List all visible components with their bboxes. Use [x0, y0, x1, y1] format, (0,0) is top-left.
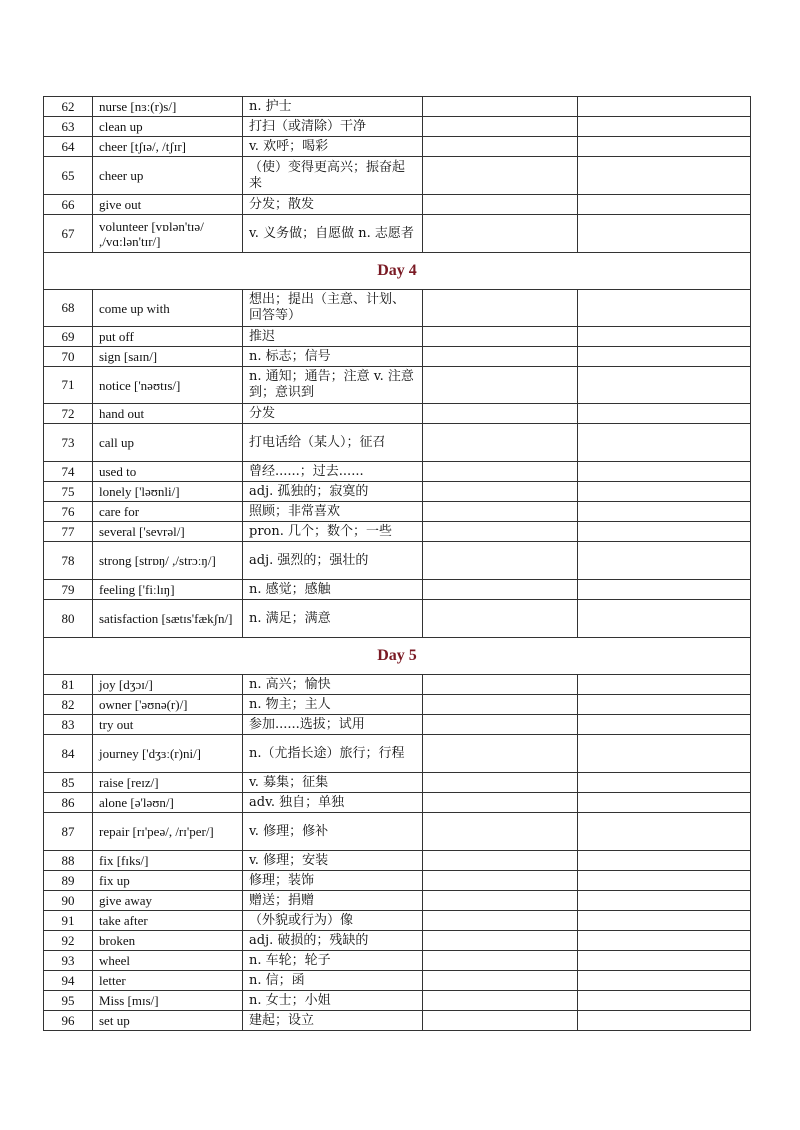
- entry-number: 88: [44, 851, 93, 871]
- entry-word: sign [saɪn/]: [93, 347, 243, 367]
- entry-word: volunteer [vɒlən'tɪə/ ,/vɑ:lən'tɪr/]: [93, 215, 243, 253]
- entry-number: 70: [44, 347, 93, 367]
- entry-meaning: v. 义务做；自愿做 n. 志愿者: [243, 215, 423, 253]
- vocabulary-table-body: [44, 97, 751, 1031]
- entry-word: letter: [93, 971, 243, 991]
- entry-word: take after: [93, 911, 243, 931]
- blank-cell: [423, 695, 578, 715]
- entry-number: 69: [44, 327, 93, 347]
- entry-number: 73: [44, 424, 93, 462]
- entry-meaning: n. 车轮；轮子: [243, 951, 423, 971]
- blank-cell: [423, 951, 578, 971]
- blank-cell: [423, 290, 578, 327]
- entry-word: hand out: [93, 404, 243, 424]
- entry-word: owner ['əʊnə(r)/]: [93, 695, 243, 715]
- entry-meaning: 修理；装饰: [243, 871, 423, 891]
- blank-cell: [423, 482, 578, 502]
- entry-word: fix [fɪks/]: [93, 851, 243, 871]
- entry-meaning: n. 女士；小姐: [243, 991, 423, 1011]
- blank-cell: [423, 367, 578, 404]
- blank-cell: [578, 462, 751, 482]
- entry-word: alone [ə'ləʊn/]: [93, 793, 243, 813]
- entry-meaning: n. 护士: [243, 97, 423, 117]
- entry-word: cheer [tʃɪə/, /tʃɪr]: [93, 137, 243, 157]
- blank-cell: [578, 871, 751, 891]
- table-row: [44, 793, 751, 813]
- blank-cell: [423, 522, 578, 542]
- blank-cell: [423, 404, 578, 424]
- entry-word: used to: [93, 462, 243, 482]
- blank-cell: [423, 851, 578, 871]
- table-row: [44, 891, 751, 911]
- blank-cell: [578, 715, 751, 735]
- blank-cell: [423, 157, 578, 195]
- vocabulary-sheet: [43, 96, 750, 1031]
- entry-word: call up: [93, 424, 243, 462]
- entry-number: 71: [44, 367, 93, 404]
- entry-word: broken: [93, 931, 243, 951]
- blank-cell: [423, 117, 578, 137]
- blank-cell: [578, 117, 751, 137]
- table-row: [44, 367, 751, 404]
- blank-cell: [578, 951, 751, 971]
- entry-word: give away: [93, 891, 243, 911]
- blank-cell: [423, 580, 578, 600]
- table-row: [44, 347, 751, 367]
- entry-number: 82: [44, 695, 93, 715]
- blank-cell: [578, 327, 751, 347]
- blank-cell: [578, 347, 751, 367]
- entry-word: fix up: [93, 871, 243, 891]
- blank-cell: [578, 502, 751, 522]
- entry-number: 75: [44, 482, 93, 502]
- blank-cell: [423, 991, 578, 1011]
- table-row: [44, 97, 751, 117]
- blank-cell: [578, 542, 751, 580]
- entry-word: several ['sevrəl/]: [93, 522, 243, 542]
- blank-cell: [578, 290, 751, 327]
- entry-number: 92: [44, 931, 93, 951]
- table-row: [44, 195, 751, 215]
- entry-meaning: 打电话给（某人）；征召: [243, 424, 423, 462]
- entry-number: 72: [44, 404, 93, 424]
- table-row: [44, 157, 751, 195]
- blank-cell: [578, 424, 751, 462]
- blank-cell: [423, 97, 578, 117]
- blank-cell: [423, 462, 578, 482]
- entry-word: joy [dʒɔɪ/]: [93, 675, 243, 695]
- blank-cell: [423, 215, 578, 253]
- blank-cell: [578, 931, 751, 951]
- blank-cell: [423, 773, 578, 793]
- entry-meaning: n. 满足；满意: [243, 600, 423, 638]
- blank-cell: [578, 97, 751, 117]
- entry-number: 91: [44, 911, 93, 931]
- entry-meaning: 打扫（或清除）干净: [243, 117, 423, 137]
- entry-word: nurse [nɜː(r)s/]: [93, 97, 243, 117]
- blank-cell: [578, 851, 751, 871]
- entry-meaning: v. 欢呼；喝彩: [243, 137, 423, 157]
- table-row: [44, 971, 751, 991]
- table-row: [44, 215, 751, 253]
- blank-cell: [423, 675, 578, 695]
- table-row: [44, 290, 751, 327]
- table-row: [44, 931, 751, 951]
- table-row: [44, 502, 751, 522]
- entry-number: 84: [44, 735, 93, 773]
- blank-cell: [578, 991, 751, 1011]
- table-row: [44, 1011, 751, 1031]
- entry-meaning: v. 修理；修补: [243, 813, 423, 851]
- table-row: [44, 482, 751, 502]
- blank-cell: [578, 813, 751, 851]
- entry-number: 67: [44, 215, 93, 253]
- entry-meaning: adj. 孤独的；寂寞的: [243, 482, 423, 502]
- entry-number: 74: [44, 462, 93, 482]
- blank-cell: [578, 911, 751, 931]
- blank-cell: [578, 793, 751, 813]
- entry-number: 66: [44, 195, 93, 215]
- blank-cell: [423, 137, 578, 157]
- blank-cell: [578, 773, 751, 793]
- entry-meaning: adj. 破损的；残缺的: [243, 931, 423, 951]
- blank-cell: [423, 891, 578, 911]
- entry-word: wheel: [93, 951, 243, 971]
- blank-cell: [423, 1011, 578, 1031]
- entry-meaning: n. 物主；主人: [243, 695, 423, 715]
- entry-number: 89: [44, 871, 93, 891]
- day-heading: Day 5: [44, 638, 751, 675]
- entry-word: Miss [mɪs/]: [93, 991, 243, 1011]
- blank-cell: [578, 195, 751, 215]
- blank-cell: [578, 522, 751, 542]
- entry-word: try out: [93, 715, 243, 735]
- entry-number: 77: [44, 522, 93, 542]
- blank-cell: [578, 1011, 751, 1031]
- blank-cell: [578, 971, 751, 991]
- table-row: [44, 600, 751, 638]
- blank-cell: [578, 600, 751, 638]
- entry-number: 76: [44, 502, 93, 522]
- entry-meaning: 照顾；非常喜欢: [243, 502, 423, 522]
- blank-cell: [578, 157, 751, 195]
- entry-number: 86: [44, 793, 93, 813]
- entry-number: 78: [44, 542, 93, 580]
- blank-cell: [423, 911, 578, 931]
- day-header-row: [44, 638, 751, 675]
- entry-meaning: n. 高兴；愉快: [243, 675, 423, 695]
- entry-number: 80: [44, 600, 93, 638]
- table-row: [44, 675, 751, 695]
- table-row: [44, 695, 751, 715]
- blank-cell: [578, 735, 751, 773]
- entry-number: 93: [44, 951, 93, 971]
- entry-meaning: （外貌或行为）像: [243, 911, 423, 931]
- entry-meaning: 分发: [243, 404, 423, 424]
- table-row: [44, 137, 751, 157]
- entry-word: set up: [93, 1011, 243, 1031]
- table-row: [44, 404, 751, 424]
- entry-meaning: n. 标志；信号: [243, 347, 423, 367]
- table-row: [44, 735, 751, 773]
- entry-number: 81: [44, 675, 93, 695]
- blank-cell: [423, 327, 578, 347]
- day-header-row: [44, 253, 751, 290]
- entry-word: repair [rɪ'peə/, /rɪ'per/]: [93, 813, 243, 851]
- table-row: [44, 871, 751, 891]
- vocabulary-table: [43, 96, 751, 1031]
- entry-word: clean up: [93, 117, 243, 137]
- blank-cell: [423, 971, 578, 991]
- entry-meaning: 建起；设立: [243, 1011, 423, 1031]
- blank-cell: [578, 482, 751, 502]
- blank-cell: [423, 195, 578, 215]
- entry-word: put off: [93, 327, 243, 347]
- entry-number: 63: [44, 117, 93, 137]
- entry-meaning: v. 修理；安装: [243, 851, 423, 871]
- table-row: [44, 813, 751, 851]
- blank-cell: [578, 695, 751, 715]
- table-row: [44, 522, 751, 542]
- blank-cell: [578, 137, 751, 157]
- blank-cell: [578, 367, 751, 404]
- entry-word: raise [reɪz/]: [93, 773, 243, 793]
- entry-number: 90: [44, 891, 93, 911]
- blank-cell: [423, 931, 578, 951]
- entry-number: 79: [44, 580, 93, 600]
- blank-cell: [423, 871, 578, 891]
- entry-meaning: n. 通知；通告；注意 v. 注意到；意识到: [243, 367, 423, 404]
- table-row: [44, 773, 751, 793]
- entry-meaning: adv. 独自；单独: [243, 793, 423, 813]
- blank-cell: [423, 793, 578, 813]
- table-row: [44, 327, 751, 347]
- entry-word: lonely ['ləʊnli/]: [93, 482, 243, 502]
- entry-number: 83: [44, 715, 93, 735]
- blank-cell: [423, 347, 578, 367]
- entry-number: 65: [44, 157, 93, 195]
- blank-cell: [423, 735, 578, 773]
- entry-number: 62: [44, 97, 93, 117]
- entry-meaning: 赠送；捐赠: [243, 891, 423, 911]
- entry-number: 96: [44, 1011, 93, 1031]
- blank-cell: [578, 580, 751, 600]
- entry-meaning: pron. 几个；数个；一些: [243, 522, 423, 542]
- entry-meaning: 分发；散发: [243, 195, 423, 215]
- entry-meaning: 参加......选拔；试用: [243, 715, 423, 735]
- blank-cell: [423, 600, 578, 638]
- table-row: [44, 951, 751, 971]
- table-row: [44, 580, 751, 600]
- entry-word: come up with: [93, 290, 243, 327]
- entry-number: 87: [44, 813, 93, 851]
- day-heading: Day 4: [44, 253, 751, 290]
- blank-cell: [578, 675, 751, 695]
- entry-word: satisfaction [sætɪs'fækʃn/]: [93, 600, 243, 638]
- entry-meaning: n. 感觉；感触: [243, 580, 423, 600]
- blank-cell: [423, 542, 578, 580]
- entry-meaning: 想出；提出（主意、计划、回答等）: [243, 290, 423, 327]
- entry-word: feeling ['fiːlɪŋ]: [93, 580, 243, 600]
- blank-cell: [423, 715, 578, 735]
- entry-meaning: adj. 强烈的；强壮的: [243, 542, 423, 580]
- table-row: [44, 851, 751, 871]
- entry-number: 64: [44, 137, 93, 157]
- blank-cell: [423, 424, 578, 462]
- table-row: [44, 462, 751, 482]
- entry-number: 85: [44, 773, 93, 793]
- entry-meaning: 推迟: [243, 327, 423, 347]
- table-row: [44, 117, 751, 137]
- entry-meaning: （使）变得更高兴；振奋起来: [243, 157, 423, 195]
- blank-cell: [578, 891, 751, 911]
- entry-word: cheer up: [93, 157, 243, 195]
- entry-meaning: n. 信；函: [243, 971, 423, 991]
- table-row: [44, 424, 751, 462]
- blank-cell: [578, 404, 751, 424]
- entry-word: strong [strɒŋ/ ,/strɔːŋ/]: [93, 542, 243, 580]
- entry-word: care for: [93, 502, 243, 522]
- blank-cell: [423, 502, 578, 522]
- entry-word: notice ['nəʊtɪs/]: [93, 367, 243, 404]
- entry-meaning: v. 募集；征集: [243, 773, 423, 793]
- entry-meaning: n.（尤指长途）旅行；行程: [243, 735, 423, 773]
- blank-cell: [423, 813, 578, 851]
- entry-word: give out: [93, 195, 243, 215]
- blank-cell: [578, 215, 751, 253]
- entry-meaning: 曾经......；过去......: [243, 462, 423, 482]
- entry-number: 68: [44, 290, 93, 327]
- table-row: [44, 715, 751, 735]
- entry-number: 94: [44, 971, 93, 991]
- table-row: [44, 911, 751, 931]
- entry-word: journey ['dʒɜː(r)ni/]: [93, 735, 243, 773]
- table-row: [44, 542, 751, 580]
- entry-number: 95: [44, 991, 93, 1011]
- table-row: [44, 991, 751, 1011]
